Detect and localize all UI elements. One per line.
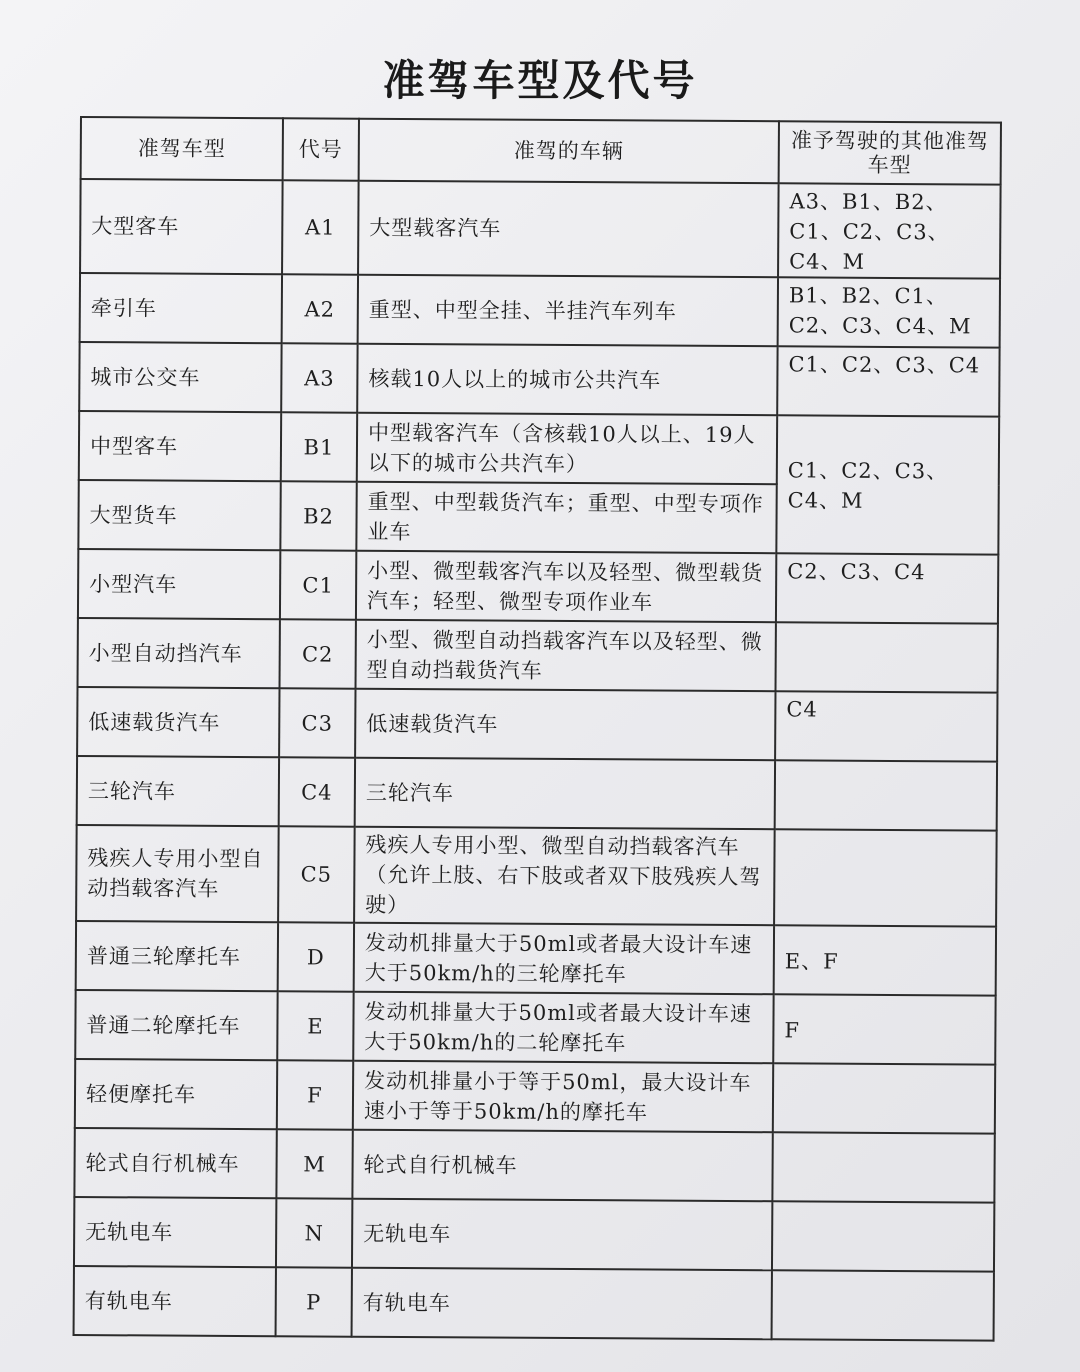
- cell-vehicles: 重型、中型全挂、半挂汽车列车: [358, 275, 778, 347]
- cell-vehicles: 残疾人专用小型、微型自动挡载客汽车（允许上肢、右下肢或者双下肢残疾人驾驶）: [354, 827, 775, 926]
- header-type: 准驾车型: [81, 117, 283, 180]
- cell-others: F: [773, 994, 995, 1064]
- cell-code: C3: [279, 688, 355, 757]
- cell-code: D: [278, 922, 354, 991]
- cell-type: 普通三轮摩托车: [76, 921, 278, 991]
- cell-others: [773, 1063, 995, 1133]
- cell-others: C4: [775, 691, 997, 761]
- cell-others: [772, 1132, 994, 1202]
- cell-vehicles: 发动机排量小于等于50ml，最大设计车速小于等于50km/h的摩托车: [353, 1061, 773, 1133]
- cell-others: [774, 829, 997, 926]
- cell-type: 大型货车: [78, 480, 280, 550]
- table-row: [79, 342, 999, 417]
- cell-type: 普通二轮摩托车: [75, 990, 277, 1060]
- cell-others: C1、C2、C3、C4: [777, 346, 999, 416]
- cell-vehicles: 有轨电车: [352, 1268, 772, 1340]
- cell-code: B2: [280, 481, 356, 550]
- cell-code: E: [277, 991, 353, 1060]
- table-row: [74, 1197, 994, 1272]
- cell-type: 小型自动挡汽车: [78, 618, 280, 688]
- cell-others: B1、B2、C1、C2、C3、C4、M: [778, 277, 1000, 347]
- cell-type: 大型客车: [80, 179, 283, 274]
- table-row: [79, 411, 999, 486]
- license-table-wrapper: [73, 116, 1000, 1342]
- table-row: [77, 756, 997, 831]
- cell-type: 城市公交车: [79, 342, 281, 412]
- header-code: 代号: [283, 118, 359, 180]
- cell-type: 有轨电车: [74, 1266, 276, 1336]
- cell-code: C2: [280, 619, 356, 688]
- cell-vehicles: 发动机排量大于50ml或者最大设计车速大于50km/h的二轮摩托车: [353, 992, 773, 1064]
- cell-code: F: [277, 1060, 353, 1129]
- cell-vehicles: 小型、微型自动挡载客汽车以及轻型、微型自动挡载货汽车: [356, 620, 776, 692]
- cell-code: B1: [281, 412, 357, 481]
- cell-type: 三轮汽车: [77, 756, 279, 826]
- cell-vehicles: 核载10人以上的城市公共汽车: [357, 344, 777, 416]
- table-row: [80, 179, 1001, 279]
- cell-vehicles: 小型、微型载客汽车以及轻型、微型载货汽车；轻型、微型专项作业车: [356, 551, 776, 623]
- cell-type: 轮式自行机械车: [74, 1128, 276, 1198]
- header-vehicles: 准驾的车辆: [359, 119, 779, 184]
- cell-vehicles: 三轮汽车: [355, 758, 775, 830]
- table-row: [78, 549, 998, 624]
- cell-others: [775, 622, 997, 692]
- cell-others: E、F: [774, 925, 996, 995]
- cell-code: A1: [282, 180, 359, 274]
- cell-code: C5: [278, 826, 355, 922]
- cell-others: [772, 1270, 994, 1340]
- cell-code: C1: [280, 550, 356, 619]
- cell-type: 小型汽车: [78, 549, 280, 619]
- cell-vehicles: 大型载客汽车: [358, 181, 779, 278]
- cell-others: C2、C3、C4: [776, 553, 998, 623]
- cell-vehicles: 无轨电车: [352, 1199, 772, 1271]
- license-table: [73, 116, 1002, 1342]
- cell-vehicles: 重型、中型载货汽车；重型、中型专项作业车: [356, 482, 776, 554]
- table-row: [74, 1128, 994, 1203]
- page-title: 准驾车型及代号: [382, 56, 698, 105]
- table-row: [77, 687, 997, 762]
- cell-vehicles: 轮式自行机械车: [352, 1130, 772, 1202]
- table-row: [74, 1266, 994, 1341]
- table-row: [80, 273, 1000, 348]
- cell-others: [772, 1201, 994, 1271]
- table-row: [75, 990, 995, 1065]
- cell-type: 轻便摩托车: [75, 1059, 277, 1129]
- cell-others: [775, 760, 997, 830]
- table-row: [75, 1059, 995, 1134]
- cell-code: M: [276, 1129, 352, 1198]
- cell-others: A3、B1、B2、C1、C2、C3、C4、M: [778, 183, 1001, 278]
- cell-code: C4: [279, 757, 355, 826]
- cell-others-merged: C1、C2、C3、C4、M: [776, 415, 999, 554]
- cell-type: 无轨电车: [74, 1197, 276, 1267]
- cell-type: 低速载货汽车: [77, 687, 279, 757]
- cell-type: 中型客车: [79, 411, 281, 481]
- cell-code: A3: [281, 343, 357, 412]
- table-header-row: [81, 117, 1001, 185]
- header-others: 准予驾驶的其他准驾车型: [779, 121, 1001, 184]
- table-row: [78, 618, 998, 693]
- cell-type: 牵引车: [80, 273, 282, 343]
- table-row: [76, 825, 997, 927]
- cell-type: 残疾人专用小型自动挡载客汽车: [76, 825, 279, 922]
- cell-code: N: [276, 1198, 352, 1267]
- cell-vehicles: 中型载客汽车（含核载10人以上、19人以下的城市公共汽车）: [357, 413, 777, 485]
- table-row: [76, 921, 996, 996]
- cell-code: A2: [282, 274, 358, 343]
- cell-vehicles: 发动机排量大于50ml或者最大设计车速大于50km/h的三轮摩托车: [354, 923, 774, 995]
- cell-code: P: [276, 1267, 352, 1336]
- cell-vehicles: 低速载货汽车: [355, 689, 775, 761]
